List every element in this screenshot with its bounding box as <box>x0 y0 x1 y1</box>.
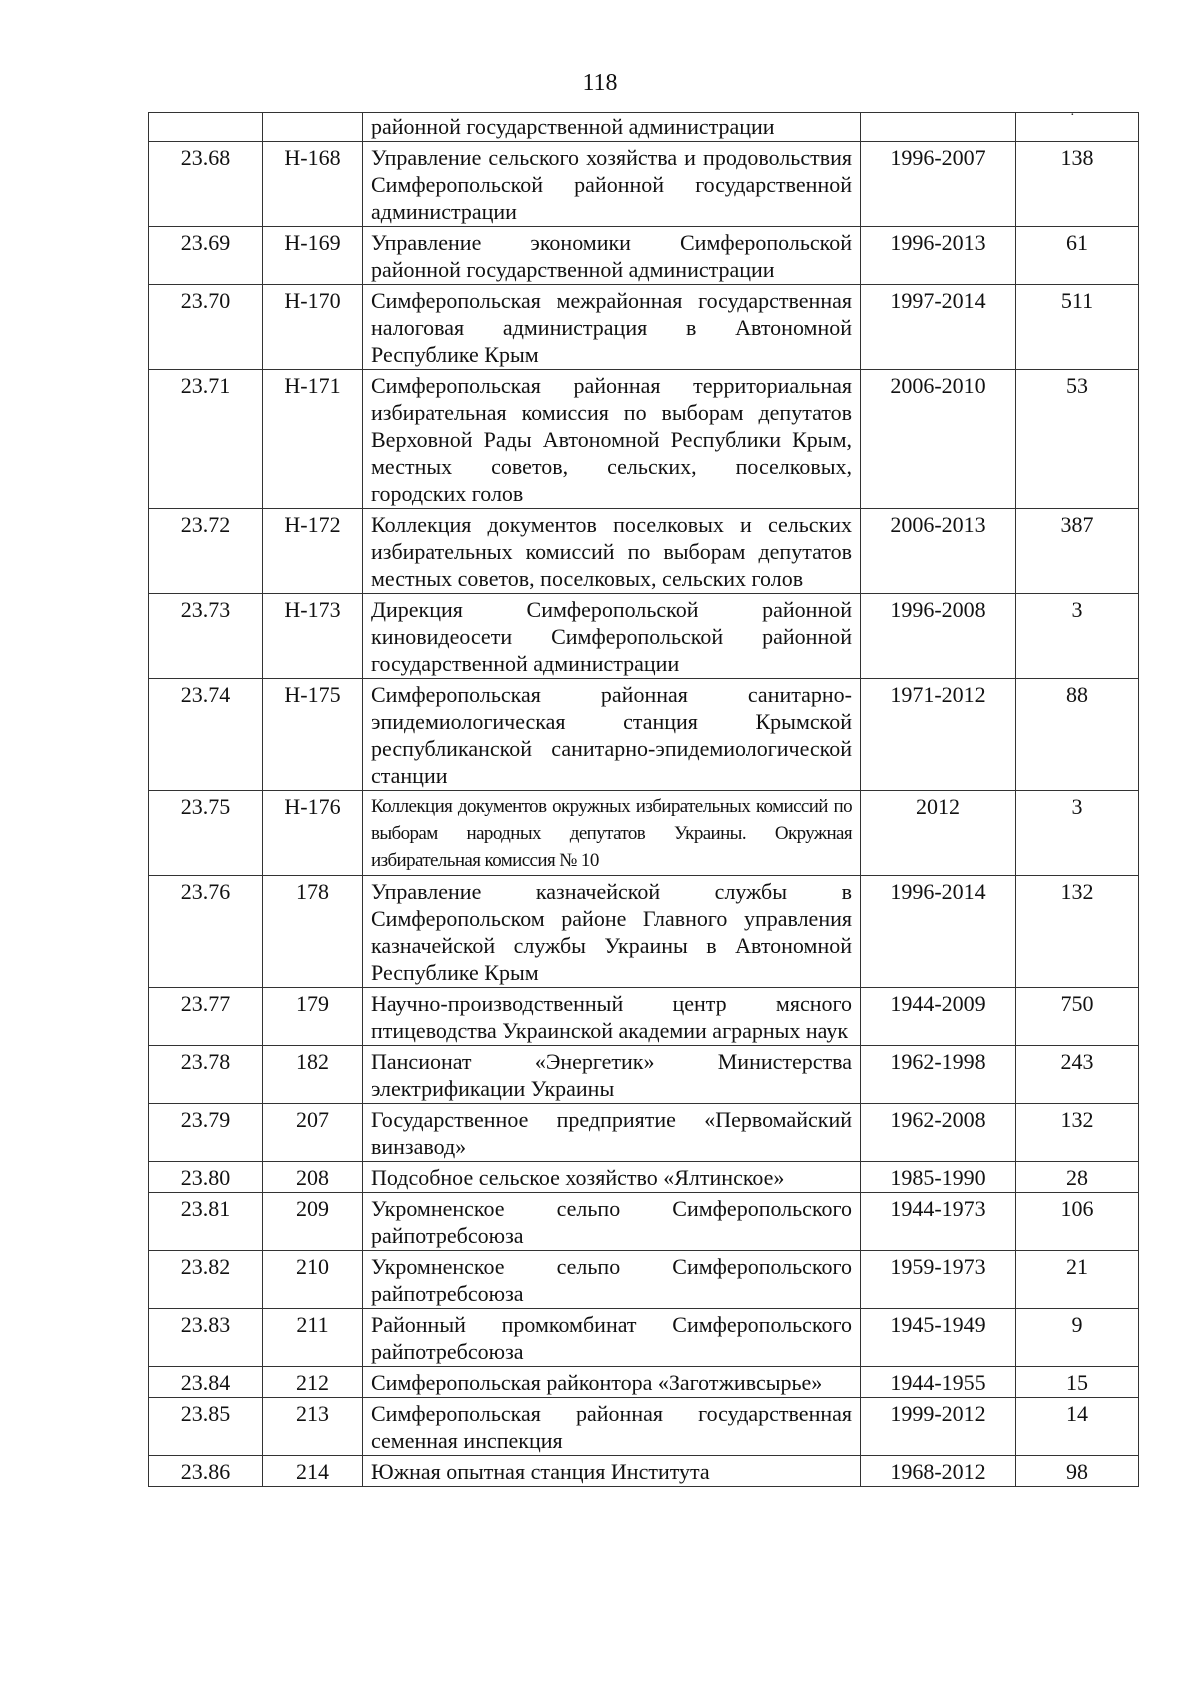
cell-no: 23.82 <box>149 1251 263 1309</box>
table-row <box>149 679 1139 791</box>
cell-fund: Н-168 <box>263 142 363 227</box>
cell-name: районной государственной администрации <box>363 113 861 142</box>
table-row <box>149 1251 1139 1309</box>
table-row <box>149 1398 1139 1456</box>
cell-name: Управление сельского хозяйства и продовольствия Симферопольской районной государственной администрации <box>363 142 861 227</box>
registry-body <box>149 113 1139 1487</box>
stray-mark: · <box>1070 108 1075 123</box>
cell-name: Укромненское сельпо Симферопольского райпотребсоюза <box>363 1251 861 1309</box>
cell-name: Пансионат «Энергетик» Министерства электрификации Украины <box>363 1046 861 1104</box>
cell-no: 23.76 <box>149 876 263 988</box>
cell-name: Симферопольская межрайонная государственная налоговая администрация в Автономной Республике Крым <box>363 285 861 370</box>
cell-no: 23.74 <box>149 679 263 791</box>
cell-fund: 213 <box>263 1398 363 1456</box>
cell-years: 1962-2008 <box>861 1104 1016 1162</box>
table-row <box>149 594 1139 679</box>
cell-fund: Н-176 <box>263 791 363 876</box>
cell-count: 98 <box>1016 1456 1139 1487</box>
cell-count: 3 <box>1016 594 1139 679</box>
continuation-row <box>149 113 1139 142</box>
table-row <box>149 1162 1139 1193</box>
cell-no: 23.70 <box>149 285 263 370</box>
table-row <box>149 509 1139 594</box>
page-number: 118 <box>582 70 618 96</box>
cell-name: Государственное предприятие «Первомайский винзавод» <box>363 1104 861 1162</box>
cell-count: 132 <box>1016 1104 1139 1162</box>
cell-fund: Н-175 <box>263 679 363 791</box>
cell-fund: Н-171 <box>263 370 363 509</box>
table-row <box>149 1456 1139 1487</box>
cell-count: 243 <box>1016 1046 1139 1104</box>
cell-no: 23.80 <box>149 1162 263 1193</box>
cell-count: 106 <box>1016 1193 1139 1251</box>
cell-fund <box>263 113 363 142</box>
cell-no: 23.71 <box>149 370 263 509</box>
table-row <box>149 1193 1139 1251</box>
cell-no: 23.84 <box>149 1367 263 1398</box>
table-row <box>149 876 1139 988</box>
table-row <box>149 791 1139 876</box>
cell-years: 1997-2014 <box>861 285 1016 370</box>
cell-count: 88 <box>1016 679 1139 791</box>
table-row <box>149 1367 1139 1398</box>
cell-name: Управление экономики Симферопольской районной государственной администрации <box>363 227 861 285</box>
cell-years: 1959-1973 <box>861 1251 1016 1309</box>
cell-count: 14 <box>1016 1398 1139 1456</box>
cell-years: 1985-1990 <box>861 1162 1016 1193</box>
table-row <box>149 1046 1139 1104</box>
cell-name: Коллекция документов окружных избирательных комиссий по выборам народных депутатов Украины. Окружная избирательная комиссия № 10 <box>363 791 861 876</box>
cell-name: Районный промкомбинат Симферопольского райпотребсоюза <box>363 1309 861 1367</box>
table-row <box>149 1309 1139 1367</box>
cell-no: 23.68 <box>149 142 263 227</box>
cell-years: 1996-2008 <box>861 594 1016 679</box>
cell-fund: Н-173 <box>263 594 363 679</box>
cell-count: 511 <box>1016 285 1139 370</box>
cell-count: 9 <box>1016 1309 1139 1367</box>
cell-no: 23.69 <box>149 227 263 285</box>
cell-years: 1996-2013 <box>861 227 1016 285</box>
cell-years: 1971-2012 <box>861 679 1016 791</box>
cell-count: 61 <box>1016 227 1139 285</box>
cell-years: 1996-2007 <box>861 142 1016 227</box>
cell-name: Симферопольская районная санитарно-эпидемиологическая станция Крымской республиканской санитарно-эпидемиологической станции <box>363 679 861 791</box>
cell-years: 2006-2013 <box>861 509 1016 594</box>
cell-fund: Н-170 <box>263 285 363 370</box>
table-row <box>149 285 1139 370</box>
cell-years <box>861 113 1016 142</box>
cell-count: 138 <box>1016 142 1139 227</box>
cell-fund: 210 <box>263 1251 363 1309</box>
cell-no: 23.77 <box>149 988 263 1046</box>
cell-count <box>1016 113 1139 142</box>
cell-name: Научно-производственный центр мясного птицеводства Украинской академии аграрных наук <box>363 988 861 1046</box>
cell-fund: Н-169 <box>263 227 363 285</box>
cell-count: 21 <box>1016 1251 1139 1309</box>
cell-years: 1999-2012 <box>861 1398 1016 1456</box>
cell-name: Симферопольская райконтора «Заготживсырье» <box>363 1367 861 1398</box>
cell-name: Укромненское сельпо Симферопольского райпотребсоюза <box>363 1193 861 1251</box>
cell-no: 23.83 <box>149 1309 263 1367</box>
cell-no: 23.75 <box>149 791 263 876</box>
table-row <box>149 142 1139 227</box>
cell-name: Южная опытная станция Института <box>363 1456 861 1487</box>
cell-count: 15 <box>1016 1367 1139 1398</box>
cell-no: 23.73 <box>149 594 263 679</box>
cell-name: Подсобное сельское хозяйство «Ялтинское» <box>363 1162 861 1193</box>
cell-years: 1944-1973 <box>861 1193 1016 1251</box>
cell-count: 3 <box>1016 791 1139 876</box>
cell-count: 28 <box>1016 1162 1139 1193</box>
cell-name: Управление казначейской службы в Симферопольском районе Главного управления казначейской службы Украины в Автономной Республике Крым <box>363 876 861 988</box>
table-row <box>149 1104 1139 1162</box>
cell-name: Симферопольская районная территориальная избирательная комиссия по выборам депутатов Верховной Рады Автономной Республики Крым, местных советов, сельских, поселковых, городских голов <box>363 370 861 509</box>
cell-fund: 178 <box>263 876 363 988</box>
cell-fund: 211 <box>263 1309 363 1367</box>
cell-years: 1996-2014 <box>861 876 1016 988</box>
cell-years: 1944-1955 <box>861 1367 1016 1398</box>
cell-fund: 182 <box>263 1046 363 1104</box>
cell-no <box>149 113 263 142</box>
cell-count: 387 <box>1016 509 1139 594</box>
cell-count: 132 <box>1016 876 1139 988</box>
fund-registry-table <box>148 112 1139 1487</box>
cell-count: 53 <box>1016 370 1139 509</box>
cell-fund: 209 <box>263 1193 363 1251</box>
cell-no: 23.79 <box>149 1104 263 1162</box>
cell-years: 1968-2012 <box>861 1456 1016 1487</box>
cell-no: 23.72 <box>149 509 263 594</box>
table-row <box>149 370 1139 509</box>
table-row <box>149 227 1139 285</box>
cell-years: 1945-1949 <box>861 1309 1016 1367</box>
cell-fund: 214 <box>263 1456 363 1487</box>
cell-years: 1944-2009 <box>861 988 1016 1046</box>
cell-no: 23.78 <box>149 1046 263 1104</box>
cell-name: Симферопольская районная государственная семенная инспекция <box>363 1398 861 1456</box>
cell-years: 2006-2010 <box>861 370 1016 509</box>
table-row <box>149 988 1139 1046</box>
cell-no: 23.85 <box>149 1398 263 1456</box>
cell-no: 23.81 <box>149 1193 263 1251</box>
cell-fund: 207 <box>263 1104 363 1162</box>
cell-fund: Н-172 <box>263 509 363 594</box>
cell-no: 23.86 <box>149 1456 263 1487</box>
cell-fund: 208 <box>263 1162 363 1193</box>
cell-name: Дирекция Симферопольской районной киновидеосети Симферопольской районной государственной администрации <box>363 594 861 679</box>
cell-years: 1962-1998 <box>861 1046 1016 1104</box>
cell-years: 2012 <box>861 791 1016 876</box>
cell-name: Коллекция документов поселковых и сельских избирательных комиссий по выборам депутатов местных советов, поселковых, сельских голов <box>363 509 861 594</box>
cell-count: 750 <box>1016 988 1139 1046</box>
cell-fund: 212 <box>263 1367 363 1398</box>
cell-fund: 179 <box>263 988 363 1046</box>
